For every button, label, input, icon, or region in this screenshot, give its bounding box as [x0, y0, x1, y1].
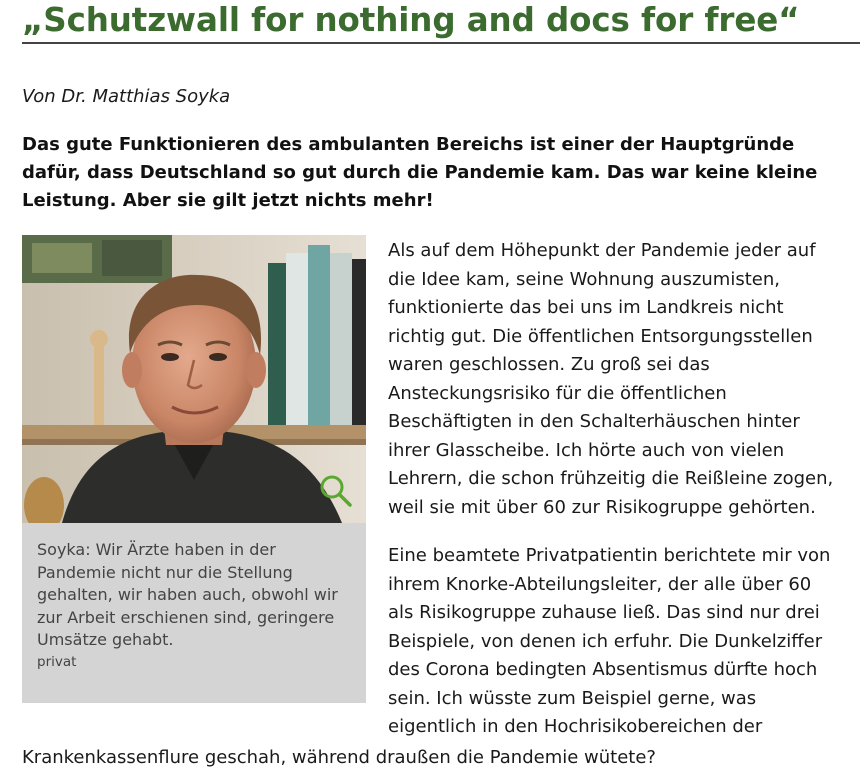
body-column	[388, 237, 860, 742]
body-line: eigentlich in den Hochrisikobereichen der	[388, 716, 763, 737]
paragraph-2-tail: Krankenkassenflure geschah, während draußen die Pandemie wütete?	[22, 747, 656, 768]
body-line: sein. Ich wüsste zum Beispiel gerne, was	[388, 687, 757, 709]
body-line: als Risikogruppe zuhause ließ. Das sind nur drei	[388, 602, 820, 623]
body-line: waren geschlossen. Zu groß sei das	[388, 354, 710, 375]
photo-credit: privat	[37, 653, 77, 670]
paragraph-1	[388, 237, 860, 522]
body-line: ihrer Glasscheibe. Ich hörte auch von vielen	[388, 439, 785, 461]
body-line: Als auf dem Höhepunkt der Pandemie jeder auf	[388, 240, 816, 261]
article-figure	[22, 235, 366, 703]
author-photo[interactable]	[22, 235, 366, 523]
body-line: Beschäftigten in den Schalterhäuschen hinter	[388, 411, 800, 432]
zoom-icon[interactable]	[318, 473, 354, 509]
body-line: richtig gut. Die öffentlichen Entsorgungsstellen	[388, 325, 813, 347]
body-line: funktionierte das bei uns im Landkreis nicht	[388, 297, 784, 318]
author-byline: Von Dr. Matthias Soyka	[22, 86, 231, 107]
body-line: des Corona bedingten Absentismus dürfte hoch	[388, 659, 818, 680]
body-line: ihrem Knorke-Abteilungsleiter, der alle über 60	[388, 573, 812, 595]
caption-text: Soyka: Wir Ärzte haben in der Pandemie nicht nur die Stellung gehalten, wir haben auch, obwohl wir zur Arbeit erschienen sind, geringere Umsätze gehabt.	[37, 540, 338, 649]
body-line: Lehrern, die schon frühzeitig die Reißleine zogen,	[388, 468, 834, 489]
body-line: weil sie mit über 60 zur Risikogruppe gehörten.	[388, 496, 816, 518]
paragraph-2	[388, 542, 860, 742]
figure-caption	[37, 539, 357, 672]
body-line: Ansteckungsrisiko für die öffentlichen	[388, 382, 727, 404]
body-line: Beispiele, von denen ich erfuhr. Die Dunkelziffer	[388, 630, 823, 652]
lead-paragraph: Das gute Funktionieren des ambulanten Bereichs ist einer der Hauptgründe dafür, dass Deutschland so gut durch die Pandemie kam. Das war keine kleine Leistung. Aber sie gilt jetzt nichts mehr!	[22, 134, 818, 211]
portrait-image	[22, 235, 366, 523]
body-line: die Idee kam, seine Wohnung auszumisten,	[388, 268, 780, 290]
body-line: Eine beamtete Privatpatientin berichtete mir von	[388, 545, 831, 566]
article-title: „Schutzwall for nothing and docs for free“	[22, 0, 860, 44]
